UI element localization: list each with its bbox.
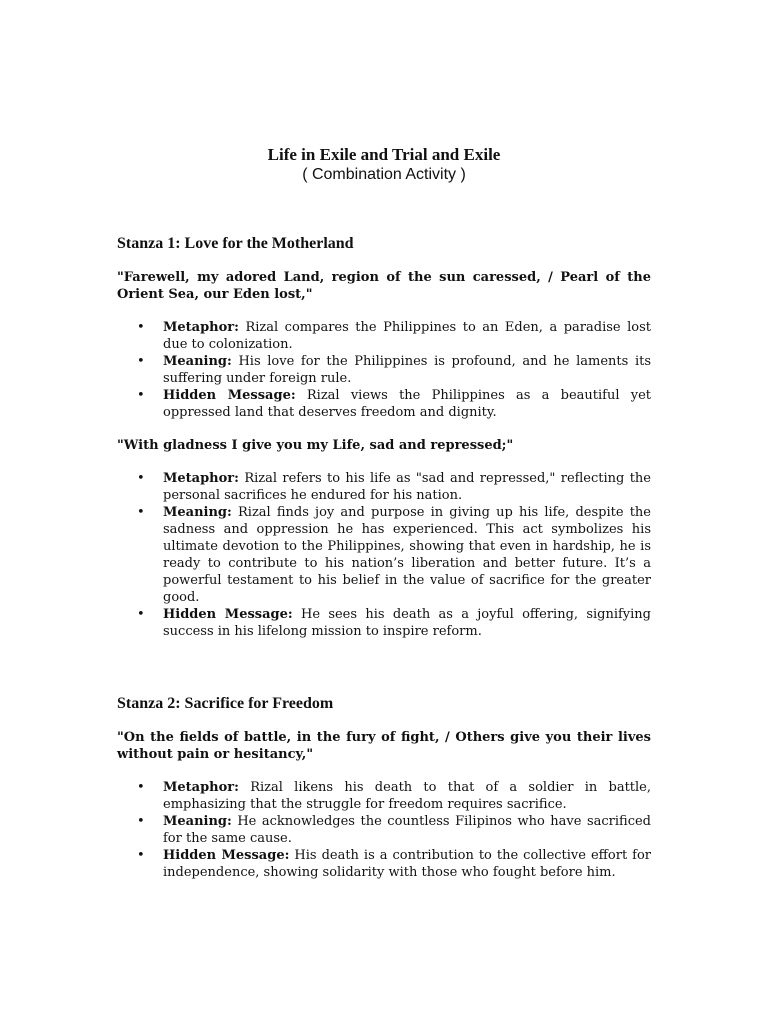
bullet-icon: • — [137, 505, 145, 520]
term-label: Hidden Message: — [163, 607, 293, 622]
term-text: Rizal likens his death to that of a soldier in battle, emphasizing that the struggle for freedom requires sacrifice. — [163, 780, 652, 812]
list-item — [117, 353, 651, 387]
list-item — [117, 606, 651, 640]
term-label: Meaning: — [163, 814, 232, 829]
list-item — [117, 779, 651, 813]
list-item — [117, 387, 651, 421]
term-label: Meaning: — [163, 505, 232, 520]
term-label: Metaphor: — [163, 780, 239, 795]
list-item — [117, 847, 651, 881]
bullet-icon: • — [137, 354, 145, 369]
term-label: Hidden Message: — [163, 848, 290, 863]
title-block — [0, 145, 768, 185]
list-item — [117, 813, 651, 847]
term-text: His love for the Philippines is profound, and he laments its suffering under foreign rule. — [163, 354, 652, 386]
stanza-heading: Stanza 2: Sacrifice for Freedom — [117, 695, 334, 712]
bullet-icon: • — [137, 320, 145, 335]
analysis-list — [117, 319, 651, 421]
term-text: His death is a contribution to the collective effort for independence, showing solidarity with those who fought before him. — [163, 848, 652, 880]
term-text: Rizal finds joy and purpose in giving up his life, despite the sadness and oppression he has experienced. This act symbolizes his ultimate devotion to the Philippines, showing that even in hardship, he is ready to contribute to his nation’s liberation and better future. It’s a powerful testament to his belief in the value of sacrifice for the greater good. — [163, 505, 651, 605]
term-text: Rizal compares the Philippines to an Eden, a paradise lost due to colonization. — [163, 320, 651, 352]
term-label: Metaphor: — [163, 471, 239, 486]
bullet-icon: • — [137, 471, 145, 486]
bullet-icon: • — [137, 780, 145, 795]
analysis-list — [117, 779, 651, 881]
bullet-icon: • — [137, 388, 145, 403]
stanza-quote: "With gladness I give you my Life, sad and repressed;" — [117, 438, 514, 453]
stanza-2-section — [117, 694, 651, 881]
stanza-1-section — [117, 234, 651, 640]
page-subtitle: ( Combination Activity ) — [302, 166, 466, 183]
bullet-icon: • — [137, 848, 145, 863]
list-item — [117, 470, 651, 504]
list-item — [117, 319, 651, 353]
analysis-list — [117, 470, 651, 640]
term-label: Meaning: — [163, 354, 232, 369]
term-text: Rizal refers to his life as "sad and repressed," reflecting the personal sacrifices he endured for his nation. — [163, 471, 651, 503]
page-title: Life in Exile and Trial and Exile — [267, 145, 501, 164]
term-label: Hidden Message: — [163, 388, 296, 403]
bullet-icon: • — [137, 814, 145, 829]
term-text: Rizal views the Philippines as a beautiful yet oppressed land that deserves freedom and dignity. — [163, 388, 651, 420]
term-text: He acknowledges the countless Filipinos who have sacrificed for the same cause. — [163, 814, 651, 846]
stanza-quote: "On the fields of battle, in the fury of fight, / Others give you their lives without pain or hesitancy," — [117, 730, 651, 762]
bullet-icon: • — [137, 607, 145, 622]
term-label: Metaphor: — [163, 320, 239, 335]
list-item — [117, 504, 651, 606]
stanza-quote: "Farewell, my adored Land, region of the sun caressed, / Pearl of the Orient Sea, our Eden lost," — [117, 270, 651, 302]
stanza-heading: Stanza 1: Love for the Motherland — [117, 235, 354, 252]
term-text: He sees his death as a joyful offering, signifying success in his lifelong mission to inspire reform. — [163, 607, 652, 639]
